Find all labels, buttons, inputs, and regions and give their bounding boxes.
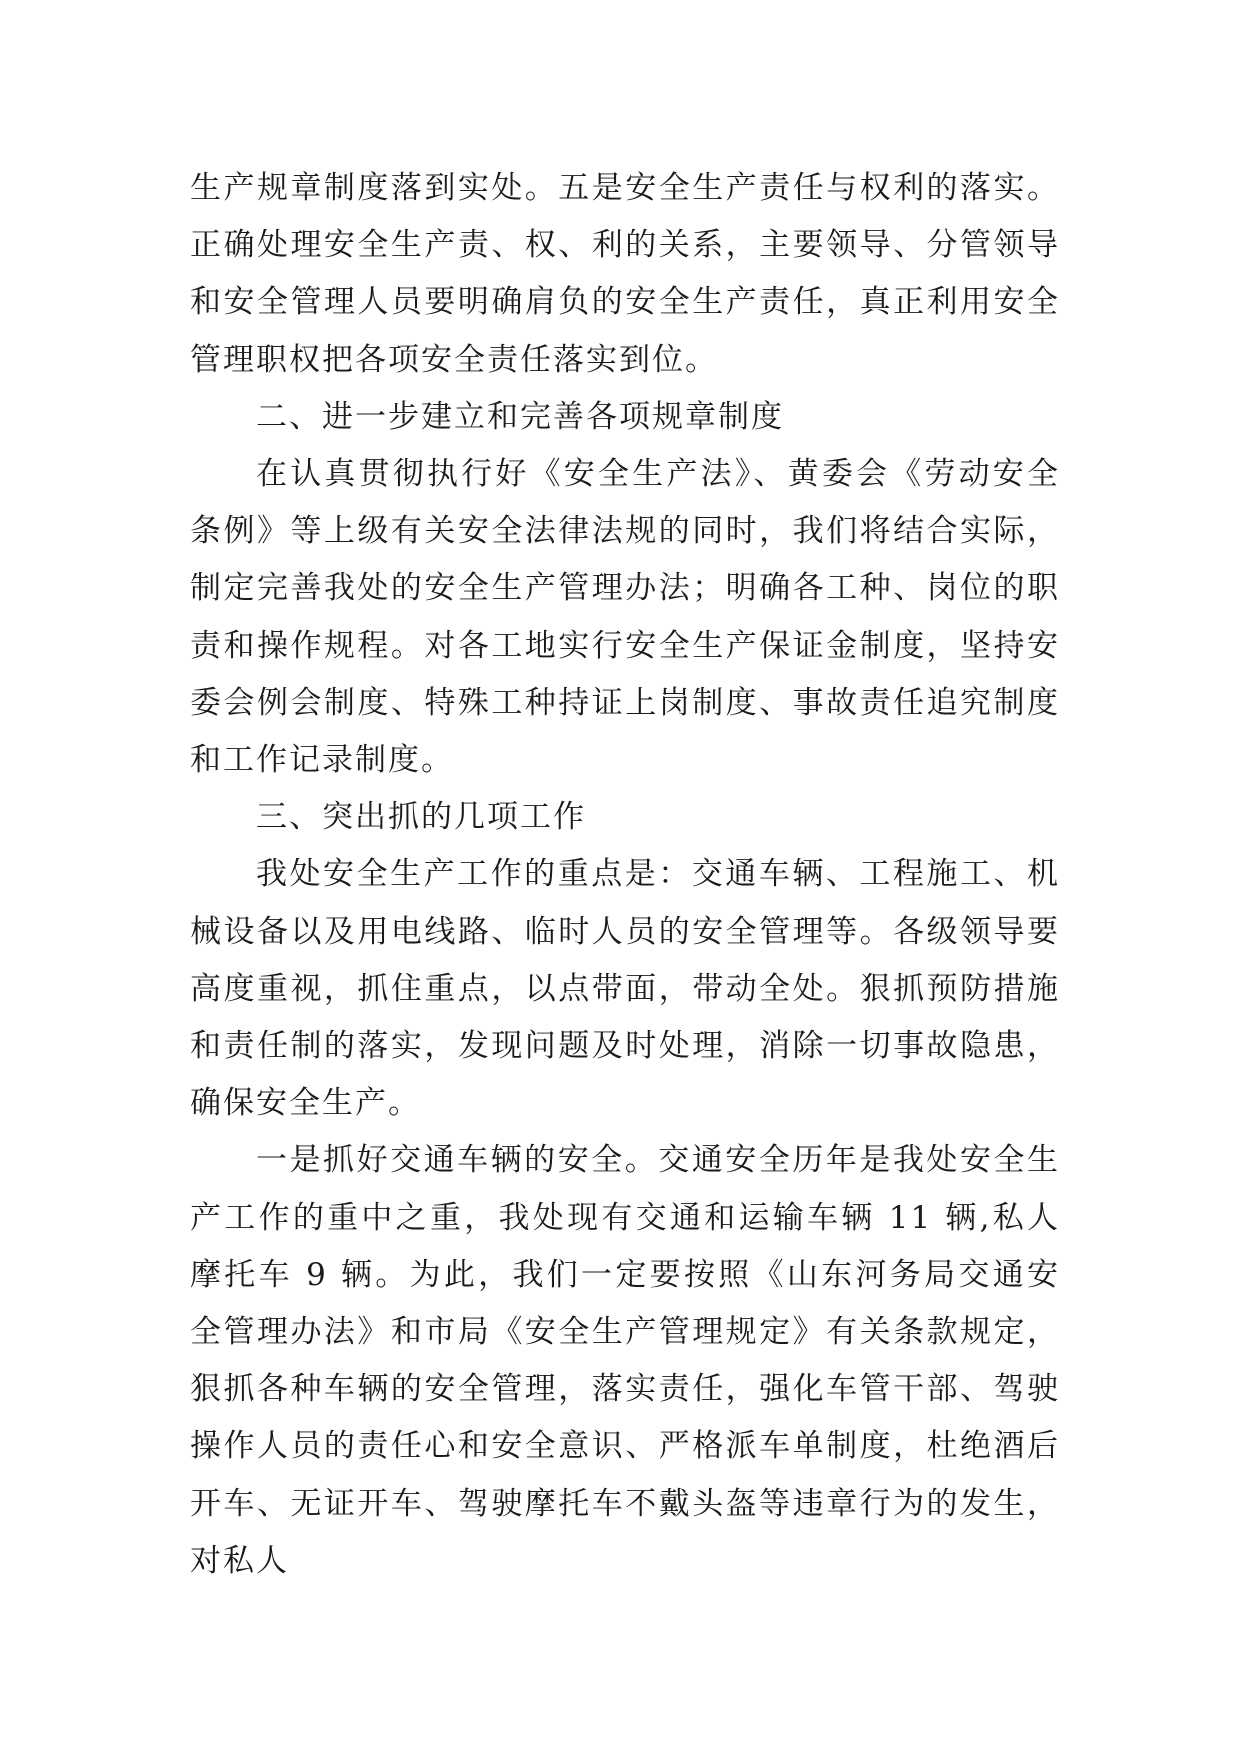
document-body xyxy=(190,160,1060,1590)
section-heading-2: 二、进一步建立和完善各项规章制度 xyxy=(256,398,784,435)
paragraph-1: 生产规章制度落到实处。五是安全生产责任与权利的落实。正确处理安全生产责、权、利的关系，主要领导、分管领导和安全管理人员要明确肩负的安全生产责任，真正利用安全管理职权把各项安全责任落实到位。 xyxy=(190,170,1060,378)
section-heading-3: 三、突出抓的几项工作 xyxy=(256,799,586,836)
paragraph-3: 我处安全生产工作的重点是：交通车辆、工程施工、机械设备以及用电线路、临时人员的安全管理等。各级领导要高度重视，抓住重点，以点带面，带动全处。狠抓预防措施和责任制的落实，发现问题及时处理，消除一切事故隐患，确保安全生产。 xyxy=(190,856,1060,1122)
paragraph-2: 在认真贯彻执行好《安全生产法》、黄委会《劳动安全条例》等上级有关安全法律法规的同时，我们将结合实际，制定完善我处的安全生产管理办法；明确各工种、岗位的职责和操作规程。对各工地实行安全生产保证金制度，坚持安委会例会制度、特殊工种持证上岗制度、事故责任追究制度和工作记录制度。 xyxy=(190,456,1060,779)
paragraph-4: 一是抓好交通车辆的安全。交通安全历年是我处安全生产工作的重中之重，我处现有交通和运输车辆 11 辆,私人摩托车 9 辆。为此，我们一定要按照《山东河务局交通安全管理办法》和市局《安全生产管理规定》有关条款规定，狠抓各种车辆的安全管理，落实责任，强化车管干部、驾驶操作人员的责任心和安全意识、严格派车单制度，杜绝酒后开车、无证开车、驾驶摩托车不戴头盔等违章行为的发生，对私人 xyxy=(190,1142,1060,1579)
